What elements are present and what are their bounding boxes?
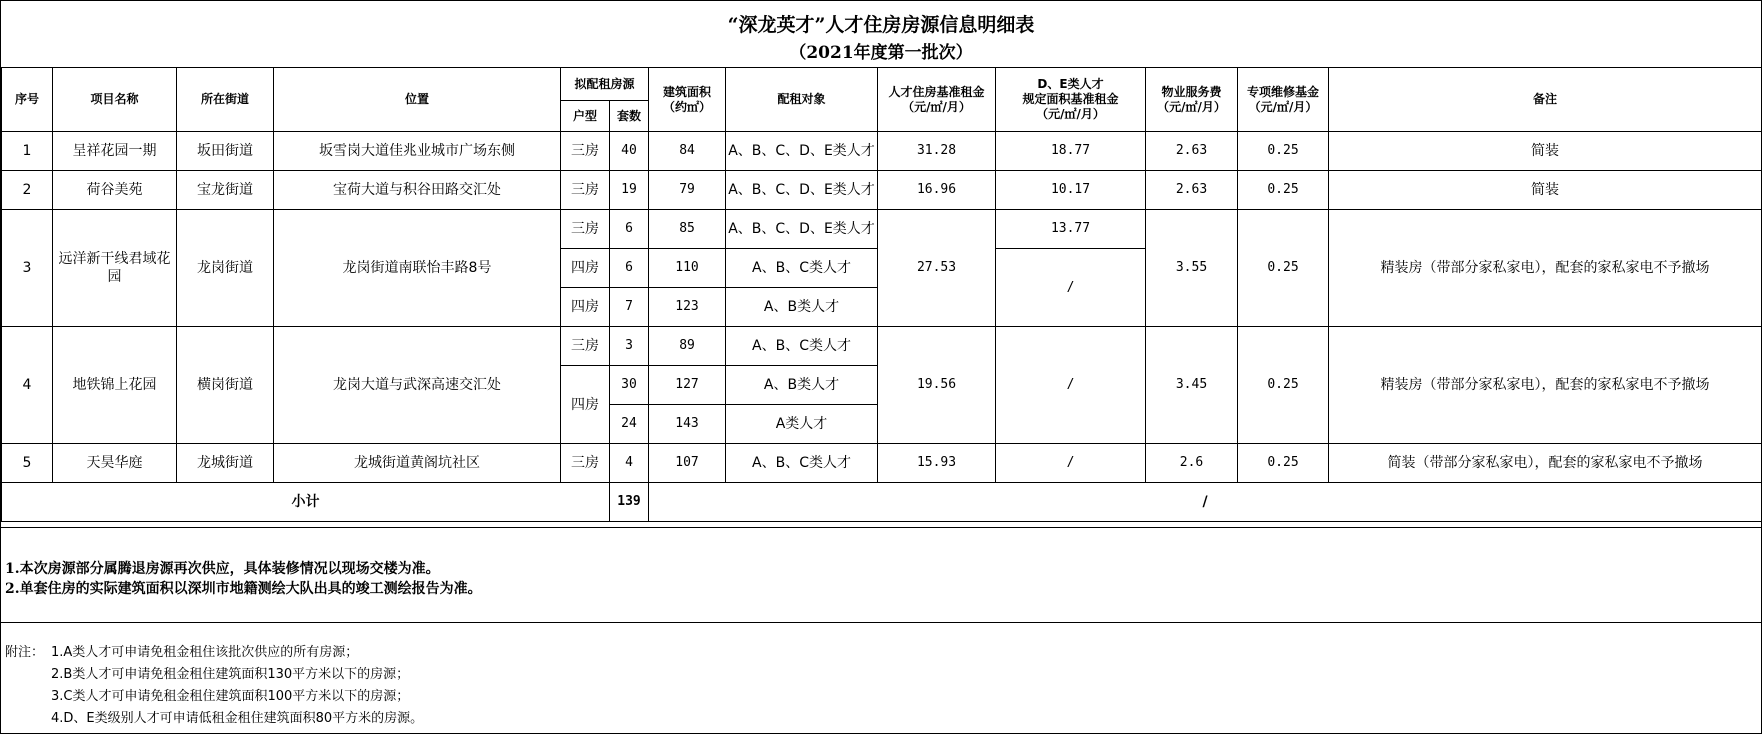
cell-unit-type: 四房 [561, 288, 610, 327]
cell-area: 127 [649, 366, 726, 405]
cell-target: A类人才 [726, 405, 878, 444]
cell-index: 4 [2, 327, 53, 444]
header-de-rent-line3: （元/㎡/月） [1036, 107, 1105, 121]
cell-unit-type: 三房 [561, 210, 610, 249]
cell-unit-type: 四房 [561, 366, 610, 444]
header-property-fee [1146, 68, 1238, 132]
appendix-item: 4.D、E类级别人才可申请低租金租住建筑面积80平方米的房源。 [51, 711, 424, 726]
header-index: 序号 [2, 68, 53, 132]
header-area-line2: （约㎡） [663, 99, 712, 114]
cell-project: 荷谷美苑 [53, 171, 177, 210]
cell-count: 40 [610, 132, 649, 171]
page-title: “深龙英才”人才住房房源信息明细表 [727, 14, 1035, 36]
cell-location: 坂雪岗大道佳兆业城市广场东侧 [274, 132, 561, 171]
cell-area: 89 [649, 327, 726, 366]
subtotal-count: 139 [610, 483, 649, 522]
header-area [649, 68, 726, 132]
header-location: 位置 [274, 68, 561, 132]
header-area-line1: 建筑面积 [663, 84, 712, 99]
cell-de-rent: / [996, 327, 1146, 444]
header-project: 项目名称 [53, 68, 177, 132]
cell-rent: 31.28 [878, 132, 996, 171]
cell-count: 6 [610, 249, 649, 288]
cell-rent: 15.93 [878, 444, 996, 483]
cell-street: 龙城街道 [177, 444, 274, 483]
cell-count: 4 [610, 444, 649, 483]
header-de-rent-line2: 规定面积基准租金 [1022, 92, 1119, 106]
cell-area: 143 [649, 405, 726, 444]
appendix-block [1, 623, 1761, 733]
header-count: 套数 [610, 101, 649, 132]
cell-property-fee: 3.45 [1146, 327, 1238, 444]
header-maint-line2: （元/㎡/月） [1248, 99, 1318, 114]
header-allocation: 拟配租房源 [561, 68, 649, 101]
cell-maintenance: 0.25 [1238, 171, 1329, 210]
cell-index: 1 [2, 132, 53, 171]
header-unit-type: 户型 [561, 101, 610, 132]
header-rent-line1: 人才住房基准租金 [888, 84, 985, 99]
cell-de-rent: / [996, 444, 1146, 483]
appendix-item: 1.A类人才可申请免租金租住该批次供应的所有房源； [51, 645, 359, 660]
cell-property-fee: 2.63 [1146, 171, 1238, 210]
cell-street: 宝龙街道 [177, 171, 274, 210]
cell-target: A、B类人才 [726, 366, 878, 405]
header-property-line2: （元/㎡/月） [1157, 99, 1226, 114]
header-de-rent-line1: D、E类人才 [1037, 77, 1104, 91]
cell-de-rent: 10.17 [996, 171, 1146, 210]
table-row [2, 444, 1762, 483]
cell-property-fee: 3.55 [1146, 210, 1238, 327]
cell-target: A、B类人才 [726, 288, 878, 327]
cell-project: 呈祥花园一期 [53, 132, 177, 171]
cell-target: A、B、C类人才 [726, 444, 878, 483]
housing-table [1, 67, 1762, 522]
table-row [2, 327, 1762, 366]
header-maint-line1: 专项维修基金 [1247, 84, 1320, 99]
cell-project: 天昊华庭 [53, 444, 177, 483]
cell-count: 6 [610, 210, 649, 249]
cell-remark: 精装房（带部分家私家电），配套的家私家电不予撤场 [1329, 210, 1762, 327]
cell-unit-type: 三房 [561, 444, 610, 483]
cell-area: 79 [649, 171, 726, 210]
subtotal-row [2, 483, 1762, 522]
cell-location: 宝荷大道与积谷田路交汇处 [274, 171, 561, 210]
cell-maintenance: 0.25 [1238, 327, 1329, 444]
cell-rent: 27.53 [878, 210, 996, 327]
cell-area: 123 [649, 288, 726, 327]
cell-count: 19 [610, 171, 649, 210]
cell-target: A、B、C、D、E类人才 [726, 171, 878, 210]
page-subtitle: （2021年度第一批次） [789, 43, 973, 63]
cell-location: 龙城街道黄阁坑社区 [274, 444, 561, 483]
cell-target: A、B、C类人才 [726, 249, 878, 288]
subtotal-label: 小计 [2, 483, 610, 522]
cell-street: 横岗街道 [177, 327, 274, 444]
cell-area: 110 [649, 249, 726, 288]
notes-block [1, 527, 1761, 623]
cell-maintenance: 0.25 [1238, 444, 1329, 483]
header-rent-line2: （元/㎡/月） [902, 99, 971, 114]
cell-unit-type: 三房 [561, 327, 610, 366]
cell-maintenance: 0.25 [1238, 132, 1329, 171]
cell-property-fee: 2.63 [1146, 132, 1238, 171]
cell-count: 30 [610, 366, 649, 405]
header-row-1 [2, 68, 1762, 101]
header-target: 配租对象 [726, 68, 878, 132]
cell-index: 5 [2, 444, 53, 483]
cell-area: 107 [649, 444, 726, 483]
cell-maintenance: 0.25 [1238, 210, 1329, 327]
cell-de-rent: / [996, 249, 1146, 327]
header-property-line1: 物业服务费 [1161, 84, 1222, 99]
cell-rent: 16.96 [878, 171, 996, 210]
cell-project: 远洋新干线君域花园 [53, 210, 177, 327]
cell-index: 3 [2, 210, 53, 327]
cell-area: 85 [649, 210, 726, 249]
cell-street: 龙岗街道 [177, 210, 274, 327]
note-line: 2.单套住房的实际建筑面积以深圳市地籍测绘大队出具的竣工测绘报告为准。 [5, 581, 482, 597]
cell-remark: 简装（带部分家私家电），配套的家私家电不予撤场 [1329, 444, 1762, 483]
table-row [2, 132, 1762, 171]
table-row [2, 210, 1762, 249]
cell-remark: 精装房（带部分家私家电），配套的家私家电不予撤场 [1329, 327, 1762, 444]
cell-de-rent: 18.77 [996, 132, 1146, 171]
cell-target: A、B、C类人才 [726, 327, 878, 366]
cell-de-rent: 13.77 [996, 210, 1146, 249]
appendix-item: 2.B类人才可申请免租金租住建筑面积130平方米以下的房源； [51, 667, 410, 682]
cell-area: 84 [649, 132, 726, 171]
cell-unit-type: 三房 [561, 132, 610, 171]
header-street: 所在街道 [177, 68, 274, 132]
cell-rent: 19.56 [878, 327, 996, 444]
cell-location: 龙岗街道南联怡丰路8号 [274, 210, 561, 327]
header-rent [878, 68, 996, 132]
cell-count: 7 [610, 288, 649, 327]
note-line: 1.本次房源部分属腾退房源再次供应，具体装修情况以现场交楼为准。 [5, 561, 440, 577]
appendix-item: 3.C类人才可申请免租金租住建筑面积100平方米以下的房源； [51, 689, 410, 704]
cell-project: 地铁锦上花园 [53, 327, 177, 444]
header-maintenance [1238, 68, 1329, 132]
cell-target: A、B、C、D、E类人才 [726, 210, 878, 249]
cell-remark: 简装 [1329, 171, 1762, 210]
cell-property-fee: 2.6 [1146, 444, 1238, 483]
cell-remark: 简装 [1329, 132, 1762, 171]
cell-unit-type: 三房 [561, 171, 610, 210]
subtotal-rest: / [649, 483, 1762, 522]
cell-index: 2 [2, 171, 53, 210]
header-remark: 备注 [1329, 68, 1762, 132]
cell-location: 龙岗大道与武深高速交汇处 [274, 327, 561, 444]
cell-count: 24 [610, 405, 649, 444]
header-de-rent [996, 68, 1146, 132]
title-block [1, 1, 1761, 67]
cell-street: 坂田街道 [177, 132, 274, 171]
cell-unit-type: 四房 [561, 249, 610, 288]
table-row [2, 171, 1762, 210]
cell-count: 3 [610, 327, 649, 366]
appendix-label: 附注： [5, 645, 45, 660]
cell-target: A、B、C、D、E类人才 [726, 132, 878, 171]
